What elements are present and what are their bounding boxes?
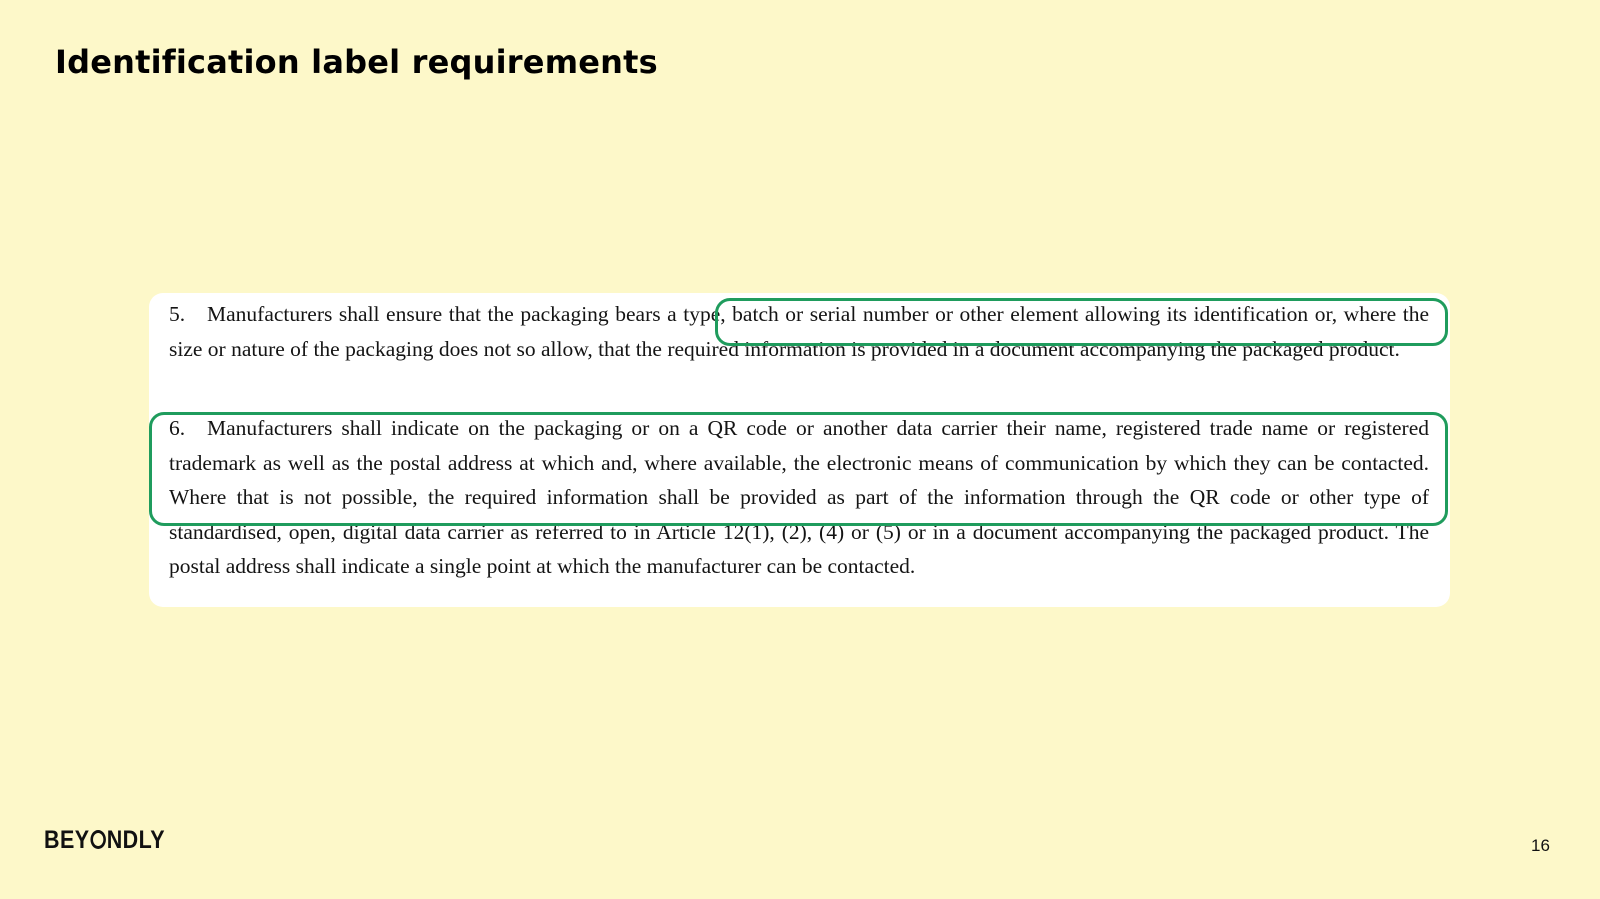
paragraph-text: Manufacturers shall ensure that the packaging bears	[207, 302, 668, 326]
logo-text: NDLY	[106, 826, 165, 854]
logo-circle-icon	[90, 830, 105, 849]
paragraph-number: 5.	[169, 302, 186, 326]
regulation-excerpt	[149, 293, 1450, 607]
paragraph-number: 6.	[169, 416, 186, 440]
slide-title: Identification label requirements	[55, 43, 658, 81]
paragraph-text: or, where the size or nature of the packaging does not so allow, that the required information is provided in a document accompanying the packaged product.	[169, 302, 1429, 361]
paragraph-text: Manufacturers shall indicate on the packaging or on a QR code or another data carrier their name, registered trade name or registered trademark as well as the postal address at which and, where available, the electronic means of communication by which they can be contacted. Where that is not possible, the required information shall be provided as part of the information through the QR code or other type of standardised, open, digital data carrier as referred to in Article 12(1), (2), (4) or (5) or in a document accompanying the packaged product. The postal address shall indicate a single point at which the manufacturer can be contacted.	[169, 416, 1429, 578]
logo-text: BEY	[44, 826, 90, 854]
highlighted-text: a type, batch or serial number or other element allowing its identification	[667, 302, 1309, 326]
paragraph-5	[169, 297, 1429, 366]
paragraph-6	[169, 411, 1429, 584]
beyondly-logo	[44, 826, 165, 855]
page-number: 16	[1531, 836, 1550, 855]
